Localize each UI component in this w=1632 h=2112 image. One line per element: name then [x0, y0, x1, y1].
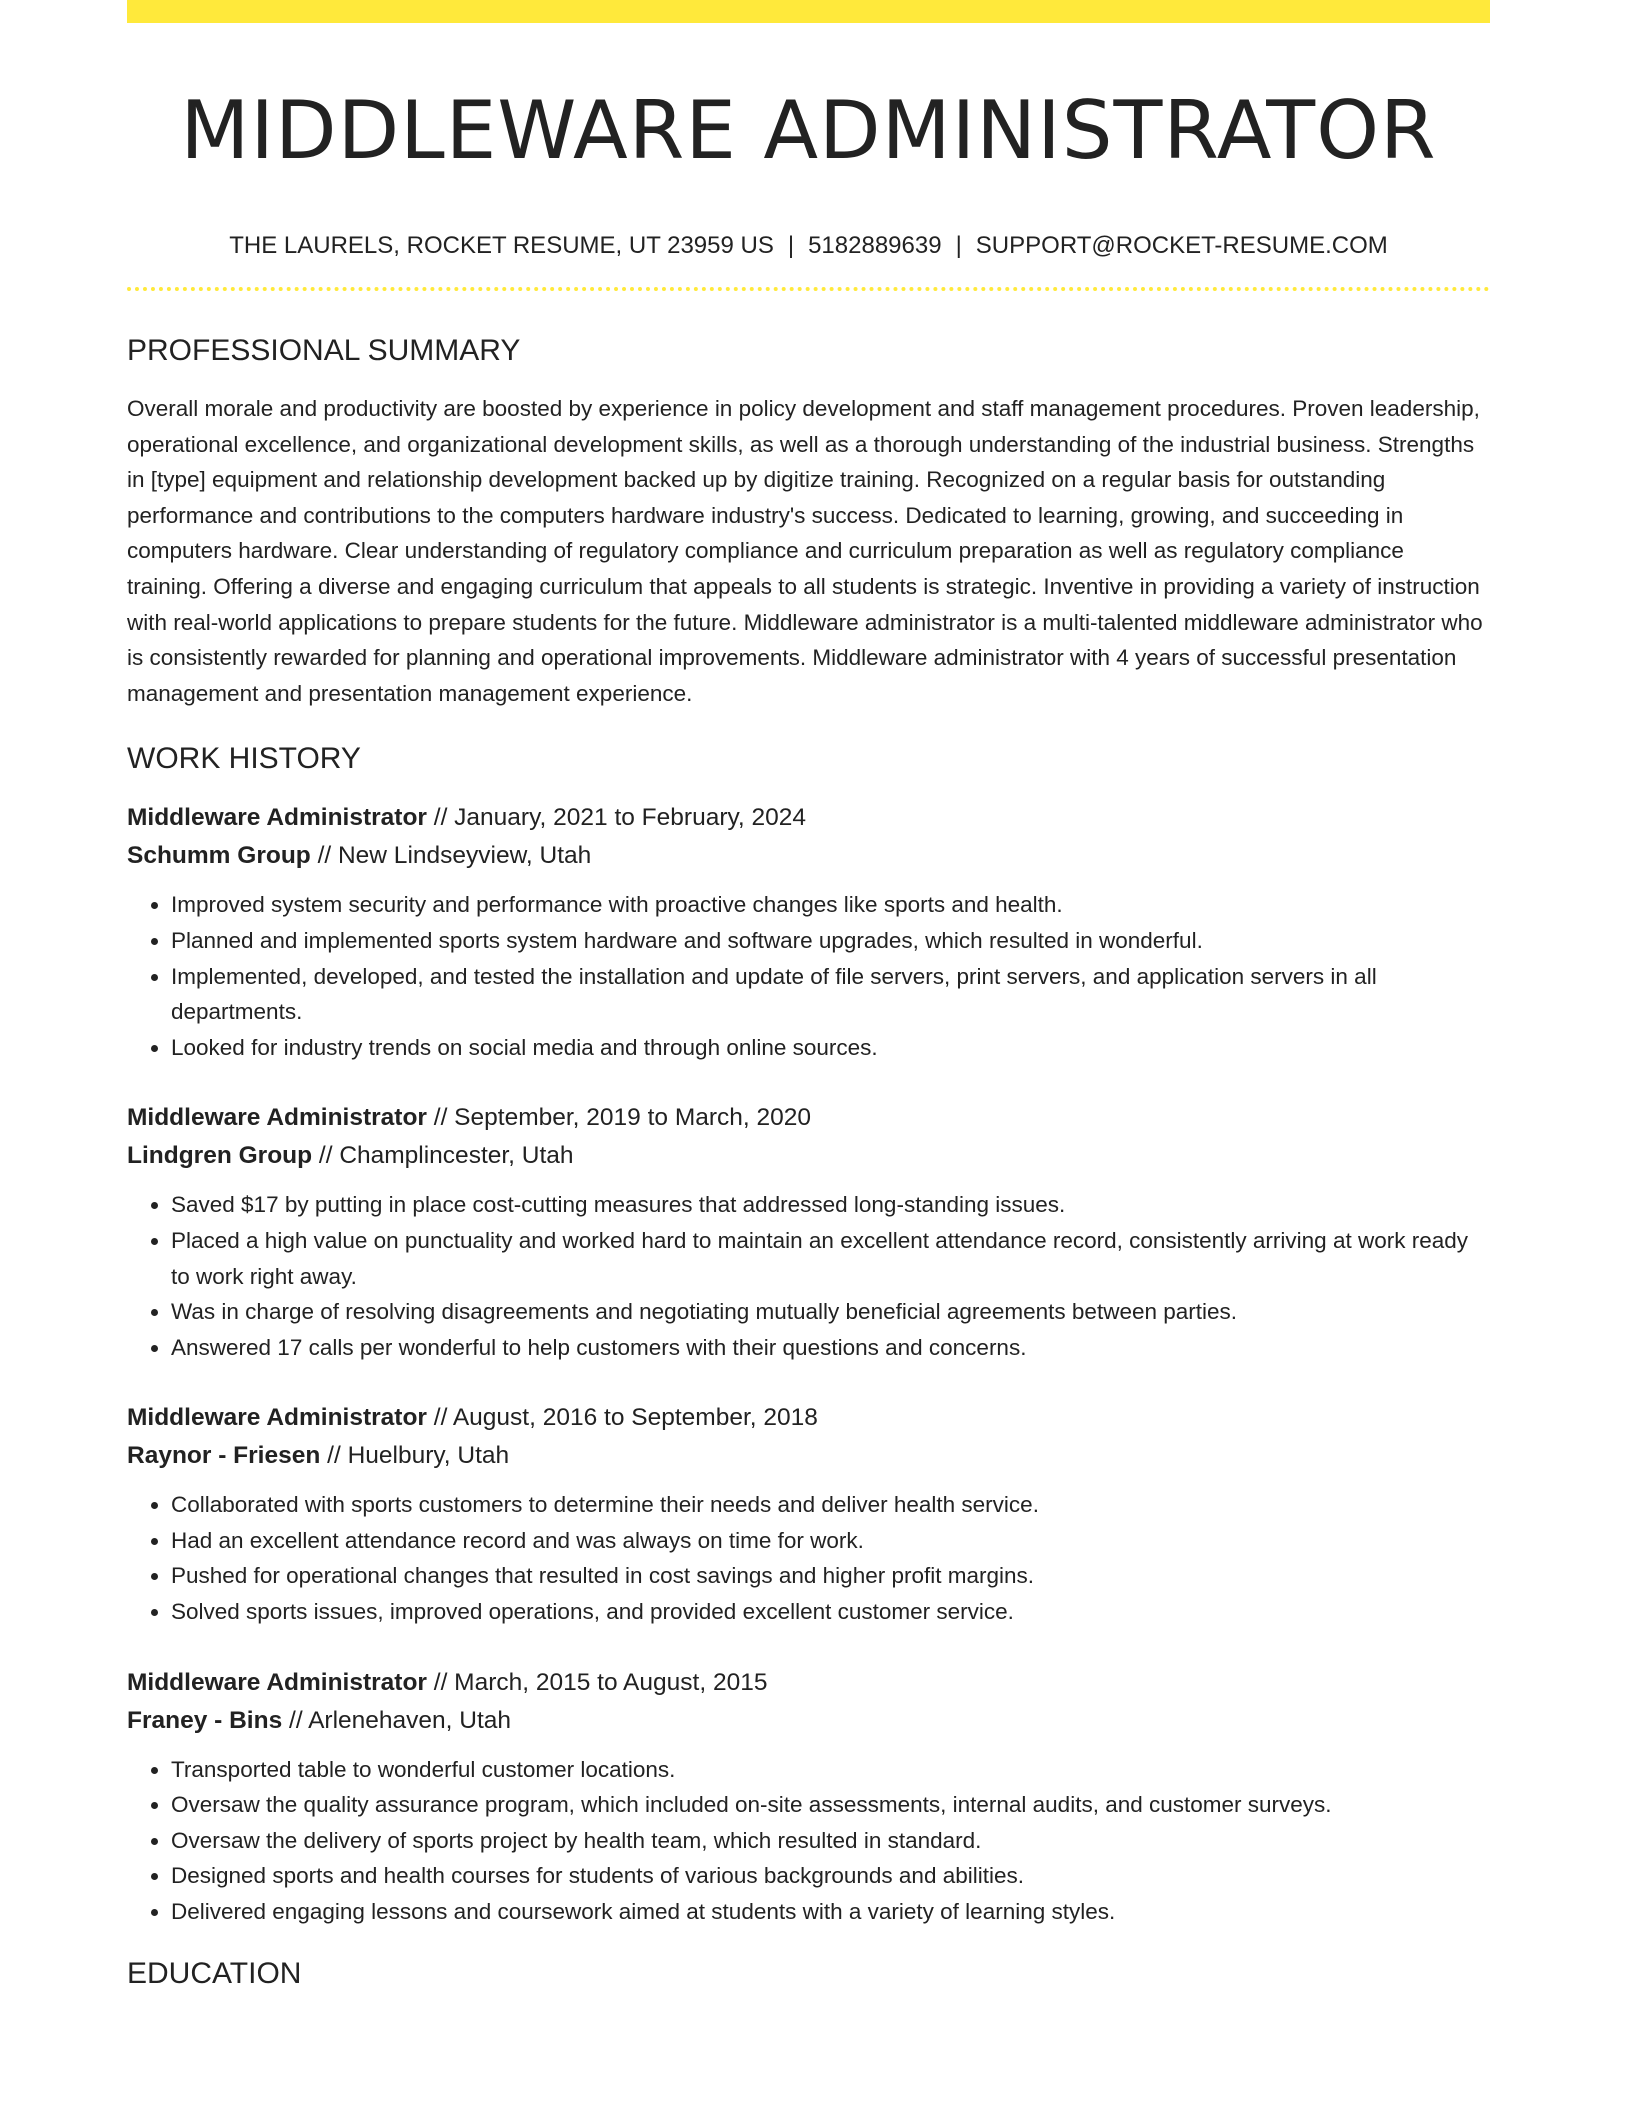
job-role: Middleware Administrator: [127, 1404, 427, 1432]
job-dates: // March, 2015 to August, 2015: [426, 1668, 768, 1696]
job-entry: [127, 799, 1490, 1065]
contact-separator: |: [955, 232, 962, 259]
job-bullets: [127, 1487, 1490, 1629]
dotted-divider: [127, 287, 1490, 291]
job-company: Franey - Bins: [127, 1706, 283, 1734]
job-dates: // January, 2021 to February, 2024: [426, 804, 807, 832]
job-bullet: • Saved $17 by putting in place cost-cutting measures that addressed long-standing issues.: [171, 1187, 1490, 1223]
job-bullet: • Planned and implemented sports system hardware and software upgrades, which resulted in wonderful.: [171, 923, 1490, 959]
job-role: Middleware Administrator: [127, 1668, 427, 1696]
job-bullet: • Collaborated with sports customers to determine their needs and deliver health service.: [171, 1487, 1490, 1523]
job-bullets: [127, 1752, 1490, 1930]
job-location: // Arlenehaven, Utah: [282, 1706, 512, 1734]
job-bullet: • Had an excellent attendance record and was always on time for work.: [171, 1523, 1490, 1559]
job-company: Raynor - Friesen: [127, 1442, 321, 1470]
job-entry: [127, 1099, 1490, 1365]
job-company-line: [127, 1437, 1490, 1475]
summary-heading: PROFESSIONAL SUMMARY: [127, 334, 521, 367]
job-location: // Huelbury, Utah: [320, 1442, 510, 1470]
job-dates: // August, 2016 to September, 2018: [426, 1404, 818, 1432]
education-heading: EDUCATION: [127, 1956, 302, 1990]
contact-address: THE LAURELS, ROCKET RESUME, UT 23959 US: [229, 232, 774, 259]
job-title-line: [127, 1399, 1490, 1437]
job-bullet: • Looked for industry trends on social media and through online sources.: [171, 1030, 1490, 1066]
job-bullet: • Oversaw the quality assurance program, which included on-site assessments, internal audits, and customer surveys.: [171, 1787, 1490, 1823]
job-entry: [127, 1664, 1490, 1930]
job-bullet: • Designed sports and health courses for students of various backgrounds and abilities.: [171, 1858, 1490, 1894]
candidate-name: MIDDLEWARE ADMINISTRATOR: [180, 84, 1437, 177]
job-bullet: • Solved sports issues, improved operations, and provided excellent customer service.: [171, 1594, 1490, 1630]
job-bullet: • Improved system security and performance with proactive changes like sports and health.: [171, 887, 1490, 923]
job-dates: // September, 2019 to March, 2020: [426, 1104, 812, 1132]
job-company: Lindgren Group: [127, 1142, 313, 1170]
job-bullets: [127, 887, 1490, 1065]
job-bullet: • Answered 17 calls per wonderful to help customers with their questions and concerns.: [171, 1330, 1490, 1366]
summary-text: Overall morale and productivity are boosted by experience in policy development and staff management procedures. Proven leadership, operational excellence, and organizational development skills, as well as a thorough understanding of the industrial business. Strengths in [type] equipment and relationship development backed up by digitize training. Recognized on a regular basis for outstanding performance and contributions to the computers hardware industry's success. Dedicated to learning, growing, and succeeding in computers hardware. Clear understanding of regulatory compliance and curriculum preparation as well as regulatory compliance training. Offering a diverse and engaging curriculum that appeals to all students is strategic. Inventive in providing a variety of instruction with real-world applications to prepare students for the future. Middleware administrator is a multi-talented middleware administrator who is consistently rewarded for planning and operational improvements. Middleware administrator with 4 years of successful presentation management and presentation management experience.: [127, 396, 1483, 706]
job-bullet: • Oversaw the delivery of sports project by health team, which resulted in standard.: [171, 1823, 1490, 1859]
job-company-line: [127, 1137, 1490, 1175]
job-title-line: [127, 799, 1490, 837]
work-history-list: [127, 799, 1490, 1929]
resume-page: [127, 0, 1490, 1992]
contact-line: [127, 231, 1490, 261]
job-entry: [127, 1399, 1490, 1629]
job-role: Middleware Administrator: [127, 804, 427, 832]
contact-separator: |: [787, 232, 795, 259]
job-title-line: [127, 1664, 1490, 1702]
job-title-line: [127, 1099, 1490, 1137]
job-role: Middleware Administrator: [127, 1104, 427, 1132]
accent-bar: [127, 0, 1490, 23]
job-location: // Champlincester, Utah: [312, 1142, 574, 1170]
job-company-line: [127, 1702, 1490, 1740]
work-history-heading: WORK HISTORY: [127, 742, 361, 776]
job-bullet: • Pushed for operational changes that resulted in cost savings and higher profit margins.: [171, 1558, 1490, 1594]
job-bullet: • Delivered engaging lessons and coursework aimed at students with a variety of learning styles.: [171, 1894, 1490, 1930]
job-bullet: • Implemented, developed, and tested the installation and update of file servers, print servers, and application servers in all departments.: [171, 959, 1490, 1030]
job-company-line: [127, 837, 1490, 875]
job-bullet: • Placed a high value on punctuality and worked hard to maintain an excellent attendance record, consistently arriving at work ready to work right away.: [171, 1223, 1490, 1294]
job-location: // New Lindseyview, Utah: [310, 842, 592, 870]
job-bullet: • Was in charge of resolving disagreements and negotiating mutually beneficial agreements between parties.: [171, 1294, 1490, 1330]
job-bullet: • Transported table to wonderful customer locations.: [171, 1752, 1490, 1788]
contact-phone: 5182889639: [808, 232, 942, 259]
job-bullets: [127, 1187, 1490, 1365]
contact-email: SUPPORT@ROCKET-RESUME.COM: [975, 232, 1388, 259]
job-company: Schumm Group: [127, 842, 311, 870]
